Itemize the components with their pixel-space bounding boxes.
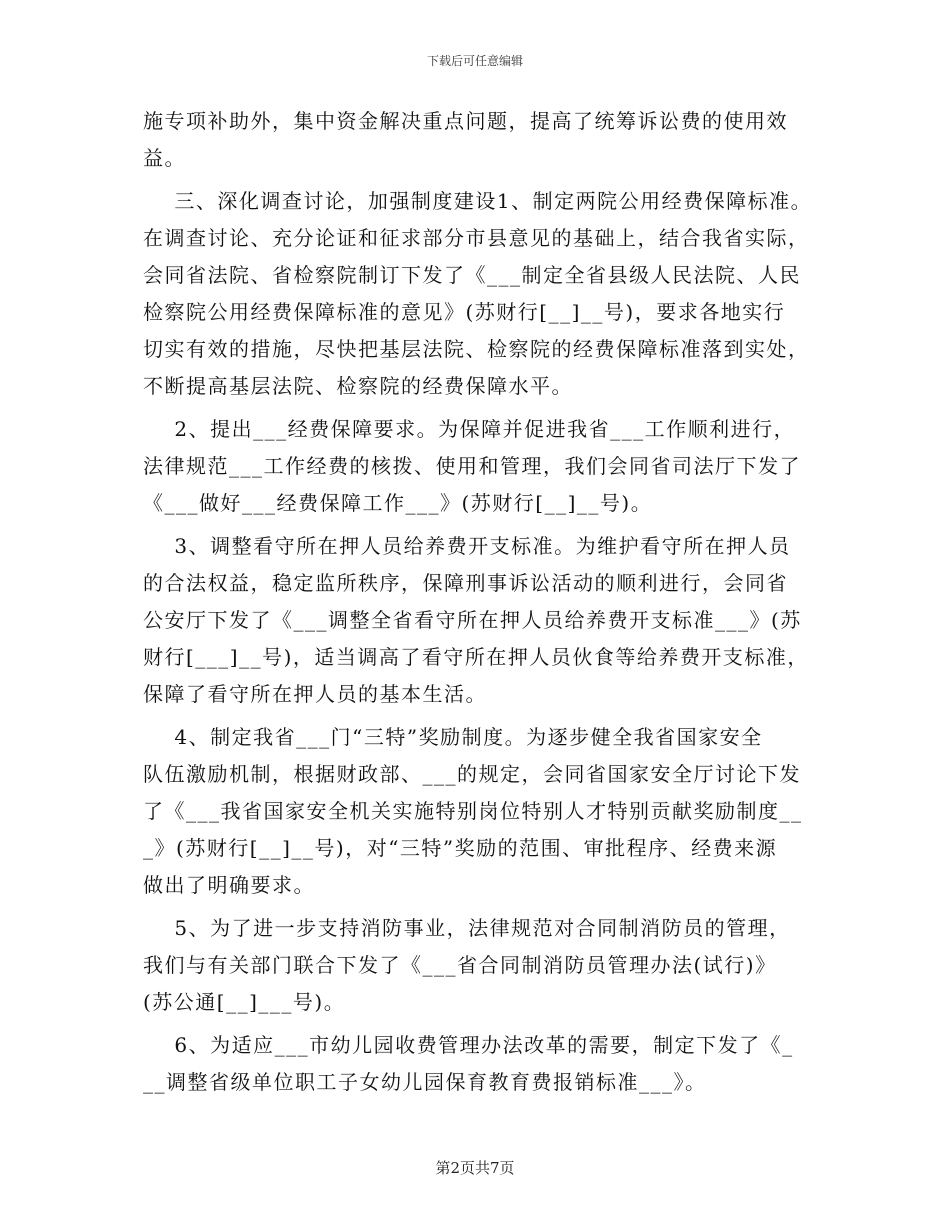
text-line: 在调查讨论、充分论证和征求部分市县意见的基础上，结合我省实际， [143, 226, 810, 250]
text-line: 我们与有关部门联合下发了《___省合同制消防员管理办法(试行)》 [143, 953, 777, 977]
text-line: 5、为了进一步支持消防事业，法律规范对合同制消防员的管理， [143, 916, 791, 940]
text-line: 4、制定我省___门“三特”奖励制度。为逐步健全我省国家安全 [143, 725, 763, 749]
paragraph [143, 411, 833, 522]
text-line: 了《___我省国家安全机关实施特别岗位特别人才特别贡献奖励制度__ [143, 799, 803, 823]
text-line: __调整省级单位职工子女幼儿园保育教育费报销标准___》。 [143, 1070, 707, 1094]
paragraph [143, 719, 833, 904]
paragraph [143, 1027, 833, 1101]
text-line: 6、为适应___市幼儿园收费管理办法改革的需要，制定下发了《_ [143, 1033, 794, 1057]
document-body [143, 103, 833, 1101]
text-line: 切实有效的措施，尽快把基层法院、检察院的经费保障标准落到实处， [143, 337, 810, 361]
text-line: (苏公通[__]___号)。 [143, 990, 346, 1014]
text-line: 财行[___]__号)，适当调高了看守所在押人员伙食等给养费开支标准， [143, 645, 809, 669]
paragraph [143, 910, 833, 1021]
paragraph [143, 183, 833, 405]
text-line: 法律规范___工作经费的核拨、使用和管理，我们会同省司法厅下发了 [143, 454, 801, 478]
text-line: 2、提出___经费保障要求。为保障并促进我省___工作顺利进行， [143, 417, 796, 441]
page-footer: 第2页共7页 [435, 1159, 515, 1177]
text-line: 公安厅下发了《___调整全省看守所在押人员给养费开支标准___》(苏 [143, 608, 802, 632]
text-line: 3、调整看守所在押人员给养费开支标准。为维护看守所在押人员 [143, 534, 791, 558]
paragraph [143, 103, 833, 177]
text-line: 会同省法院、省检察院制订下发了《___制定全省县级人民法院、人民 [143, 263, 801, 287]
text-line: 《___做好___经费保障工作___》(苏财行[__]__号)。 [143, 491, 653, 515]
text-line: _》(苏财行[__]__号)，对“三特”奖励的范围、审批程序、经费来源 [143, 836, 778, 860]
text-line: 做出了明确要求。 [143, 873, 315, 897]
text-line: 的合法权益，稳定监所秩序，保障刑事诉讼活动的顺利进行，会同省 [143, 571, 788, 595]
text-line: 保障了看守所在押人员的基本生活。 [143, 682, 487, 706]
paragraph [143, 528, 833, 713]
text-line: 不断提高基层法院、检察院的经费保障水平。 [143, 374, 573, 398]
text-line: 检察院公用经费保障标准的意见》(苏财行[__]__号)，要求各地实行 [143, 300, 786, 324]
page-header: 下载后可任意编辑 [426, 54, 523, 68]
text-line: 施专项补助外，集中资金解决重点问题，提高了统筹诉讼费的使用效 [143, 109, 788, 133]
text-line: 益。 [143, 146, 186, 170]
text-line: 三、深化调查讨论，加强制度建设1、制定两院公用经费保障标准。 [143, 189, 813, 213]
text-line: 队伍激励机制，根据财政部、___的规定，会同省国家安全厅讨论下发 [143, 762, 801, 786]
